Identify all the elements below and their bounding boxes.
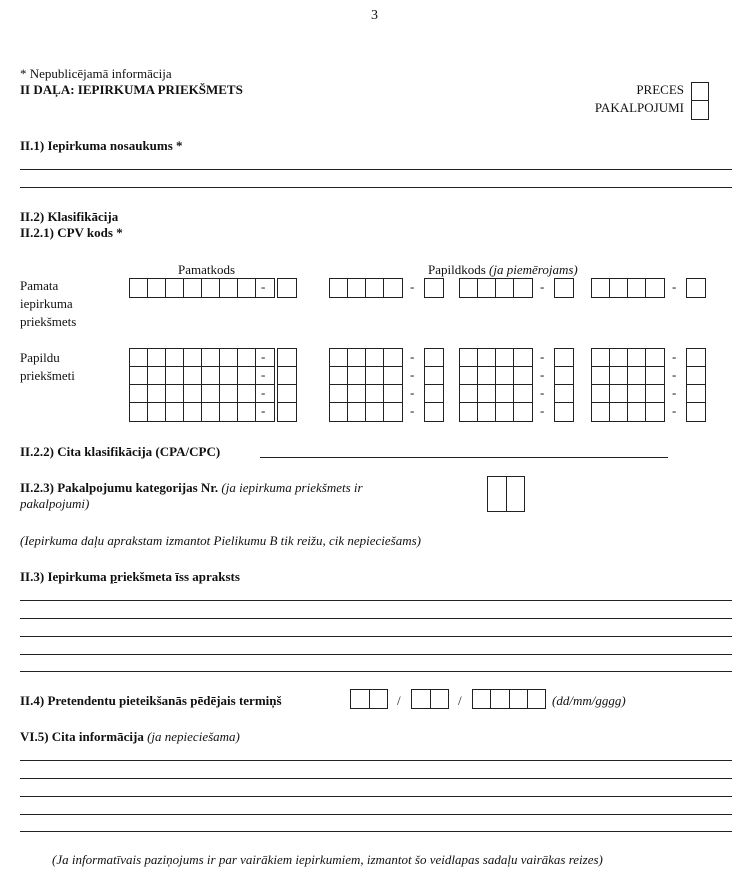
papildu-supp-code-3-digit[interactable] (592, 367, 610, 385)
papildu-supp-code-3-digit[interactable] (646, 403, 664, 421)
pamata-main-code-digit[interactable] (148, 279, 166, 297)
papildu-supp-code-1-digit[interactable] (330, 349, 348, 367)
papildu-main-code-digit[interactable] (130, 349, 148, 367)
papildu-main-code-check-digit-digit[interactable] (278, 367, 296, 385)
papildu-supp-code-1-check-digit-digit[interactable] (425, 385, 443, 403)
papildu-main-code-digit[interactable] (238, 367, 256, 385)
footer-note: (Ja informatīvais paziņojums ir par vairākiem iepirkumiem, izmantot šo veidlapas sadaļu vairākas reizes) (52, 852, 603, 867)
papildu-supp-code-2-digit[interactable] (514, 349, 532, 367)
pamata-main-code-digit[interactable] (130, 279, 148, 297)
papildu-main-code-digit[interactable] (202, 367, 220, 385)
papildu-supp-code-1-digit[interactable] (366, 367, 384, 385)
pamata-supp-code-2-digit[interactable] (460, 279, 478, 297)
papildu-supp-code-2-digit[interactable] (460, 349, 478, 367)
papildu-supp-code-3-digit[interactable] (628, 385, 646, 403)
pamata-main-code-digit[interactable] (166, 279, 184, 297)
papildu-supp-code-2-digit[interactable] (460, 403, 478, 421)
pamatkods-label: Pamatkods (178, 262, 236, 277)
preces-checkbox[interactable] (691, 82, 709, 102)
ii3-line-1[interactable] (20, 600, 732, 601)
pamata-supp-code-3-digit[interactable] (646, 279, 664, 297)
papildu-supp-code-3-digit[interactable] (628, 367, 646, 385)
papildu-supp-code-3-digit[interactable] (628, 403, 646, 421)
papildu-supp-code-2-digit[interactable] (496, 367, 514, 385)
papildu-main-code-digit[interactable] (184, 349, 202, 367)
pakalpojumi-label: PAKALPOJUMI (594, 100, 684, 115)
papildu-main-code-check-digit[interactable] (277, 348, 297, 422)
papildu-main-code-digit[interactable] (184, 385, 202, 403)
vi5-line-5[interactable] (20, 831, 732, 832)
papildu-supp-code-1-digit[interactable] (348, 385, 366, 403)
vi5-title: VI.5) Cita informācija (ja nepieciešama) (20, 729, 240, 744)
papildu-supp-code-3-check-digit-digit[interactable] (687, 403, 705, 421)
papildu-supp-code-1-dash: - (410, 403, 415, 418)
ii3-line-2[interactable] (20, 618, 732, 619)
deadline-year[interactable] (472, 689, 546, 709)
pamata-supp-code-2[interactable] (459, 278, 533, 298)
papildu-supp-code-3[interactable] (591, 348, 665, 422)
ii23-title: II.2.3) Pakalpojumu kategorijas Nr. (ja iepirkuma priekšmets ir (20, 480, 363, 495)
category-digit-2[interactable] (507, 477, 525, 511)
papildu-main-code-digit[interactable] (148, 349, 166, 367)
papildu-supp-code-1-digit[interactable] (330, 385, 348, 403)
pamata-main-code[interactable] (129, 278, 275, 298)
papildu-supp-code-1-digit[interactable] (330, 367, 348, 385)
papildu-supp-code-2-digit[interactable] (460, 367, 478, 385)
papildu-main-code-digit[interactable] (202, 349, 220, 367)
ii1-line-2[interactable] (20, 187, 732, 188)
pamata-supp-code-2-check-digit[interactable] (554, 278, 574, 298)
papildu-supp-code-2-check-digit-digit[interactable] (555, 403, 573, 421)
papildu-main-code-check-digit-digit[interactable] (278, 403, 296, 421)
ii3-line-4[interactable] (20, 654, 732, 655)
papildu-supp-code-1-digit[interactable] (384, 349, 402, 367)
papildu-supp-code-1-digit[interactable] (366, 349, 384, 367)
pamata-supp-code-3[interactable] (591, 278, 665, 298)
pamata-supp-code-1-digit[interactable] (348, 279, 366, 297)
papildu-supp-code-3-check-digit-digit[interactable] (687, 367, 705, 385)
papildu-supp-code-3-dash: - (672, 349, 677, 364)
papildu-supp-code-2-dash: - (540, 385, 545, 400)
papildu-supp-code-3-digit[interactable] (592, 385, 610, 403)
vi5-line-1[interactable] (20, 760, 732, 761)
pamata-supp-code-3-digit[interactable] (610, 279, 628, 297)
pamata-supp-code-1-dash: - (410, 279, 415, 294)
pamata-label-3: priekšmets (20, 314, 77, 329)
pamata-label-2: iepirkuma (20, 296, 73, 311)
papildu-main-code-digit[interactable] (148, 385, 166, 403)
papildu-main-code-dash: - (261, 367, 266, 382)
papildu-supp-code-3-dash: - (672, 367, 677, 382)
papildu-main-code-digit[interactable] (202, 385, 220, 403)
papildu-supp-code-1-check-digit-digit[interactable] (425, 367, 443, 385)
papildu-supp-code-1[interactable] (329, 348, 403, 422)
pamata-supp-code-3-dash: - (672, 279, 677, 294)
papildu-supp-code-2-check-digit[interactable] (554, 348, 574, 422)
pamata-supp-code-3-digit[interactable] (592, 279, 610, 297)
date-slash-1: / (397, 693, 401, 708)
papildu-supp-code-3-digit[interactable] (628, 349, 646, 367)
pamata-main-code-check-digit-digit[interactable] (278, 279, 296, 297)
category-digit-1[interactable] (488, 477, 507, 511)
pamata-supp-code-1-digit[interactable] (384, 279, 402, 297)
pamata-label-1: Pamata (20, 278, 59, 293)
papildu-supp-code-2-dash: - (540, 403, 545, 418)
papildu-supp-code-1-dash: - (410, 349, 415, 364)
papildu-main-code-digit[interactable] (166, 385, 184, 403)
papildu-supp-code-3-digit[interactable] (592, 403, 610, 421)
pamata-supp-code-1-digit[interactable] (366, 279, 384, 297)
pakalpojumi-checkbox[interactable] (691, 100, 709, 120)
pamata-main-code-digit[interactable] (220, 279, 238, 297)
ii3-line-3[interactable] (20, 636, 732, 637)
pamata-main-code-check-digit[interactable] (277, 278, 297, 298)
pamata-supp-code-2-digit[interactable] (478, 279, 496, 297)
papildu-supp-code-1-check-digit-digit[interactable] (425, 349, 443, 367)
papildu-supp-code-1-check-digit[interactable] (424, 348, 444, 422)
ii2-title: II.2) Klasifikācija (20, 209, 119, 224)
page-number: 3 (371, 8, 378, 23)
papildu-main-code-digit[interactable] (130, 385, 148, 403)
section-title: II DAĻA: IEPIRKUMA PRIEKŠMETS (20, 82, 243, 97)
papildu-supp-code-2-digit[interactable] (460, 385, 478, 403)
papildu-supp-code-2-digit[interactable] (496, 385, 514, 403)
papildu-supp-code-2-digit[interactable] (478, 403, 496, 421)
ii1-title: II.1) Iepirkuma nosaukums * (20, 138, 183, 153)
papildu-label-1: Papildu (20, 350, 60, 365)
service-category-box[interactable] (487, 476, 525, 512)
pamata-main-code-digit[interactable] (184, 279, 202, 297)
ii23-note-2: pakalpojumi) (20, 496, 90, 511)
papildu-supp-code-2-digit[interactable] (514, 403, 532, 421)
papildu-main-code-digit[interactable] (220, 367, 238, 385)
papildu-main-code-digit[interactable] (220, 385, 238, 403)
papildu-supp-code-2-dash: - (540, 349, 545, 364)
papildu-main-code-digit[interactable] (148, 367, 166, 385)
vi5-line-2[interactable] (20, 778, 732, 779)
cpa-cpc-field[interactable] (260, 457, 668, 458)
papildu-supp-code-2-check-digit-digit[interactable] (555, 349, 573, 367)
pamata-supp-code-2-digit[interactable] (514, 279, 532, 297)
ii3-title: II.3) Iepirkuma priekšmeta īss apraksts (20, 569, 240, 584)
pamata-main-code-digit[interactable] (202, 279, 220, 297)
ii4-title: II.4) Pretendentu pieteikšanās pēdējais termiņš (20, 693, 282, 708)
pamata-supp-code-1[interactable] (329, 278, 403, 298)
pamata-supp-code-1-check-digit[interactable] (424, 278, 444, 298)
papildu-main-code-digit[interactable] (148, 403, 166, 421)
papildu-main-code-digit[interactable] (202, 403, 220, 421)
papildu-supp-code-3-dash: - (672, 385, 677, 400)
papildu-supp-code-3-digit[interactable] (610, 403, 628, 421)
ii22-title: II.2.2) Cita klasifikācija (CPA/CPC) (20, 444, 221, 459)
papildu-supp-code-2-digit[interactable] (514, 385, 532, 403)
papildu-supp-code-3-check-digit-digit[interactable] (687, 349, 705, 367)
papildu-main-code-digit[interactable] (166, 403, 184, 421)
vi5-line-4[interactable] (20, 814, 732, 815)
papildu-main-code-digit[interactable] (220, 403, 238, 421)
ii3-line-5[interactable] (20, 671, 732, 672)
ii1-line-1[interactable] (20, 169, 732, 170)
nonpublic-note: * Nepublicējamā informācija (20, 66, 172, 81)
papildu-supp-code-1-dash: - (410, 367, 415, 382)
papildu-main-code-digit[interactable] (166, 349, 184, 367)
pamata-supp-code-2-digit[interactable] (496, 279, 514, 297)
papildu-main-code-digit[interactable] (184, 367, 202, 385)
papildu-supp-code-1-digit[interactable] (348, 367, 366, 385)
papildu-supp-code-2-digit[interactable] (478, 385, 496, 403)
pamata-main-code-digit[interactable] (238, 279, 256, 297)
papildu-main-code-digit[interactable] (130, 403, 148, 421)
papildu-supp-code-3-digit[interactable] (646, 367, 664, 385)
pamata-supp-code-2-dash: - (540, 279, 545, 294)
preces-label: PRECES (636, 82, 684, 97)
papildu-supp-code-3-check-digit-digit[interactable] (687, 385, 705, 403)
papildu-supp-code-3-digit[interactable] (610, 349, 628, 367)
papildu-main-code-dash: - (261, 385, 266, 400)
pamata-supp-code-2-check-digit-digit[interactable] (555, 279, 573, 297)
date-slash-2: / (458, 693, 462, 708)
papildu-supp-code-1-dash: - (410, 385, 415, 400)
papildu-main-code-dash: - (261, 403, 266, 418)
papildu-main-code-digit[interactable] (130, 367, 148, 385)
papildu-supp-code-2-digit[interactable] (478, 349, 496, 367)
papildu-supp-code-2-digit[interactable] (478, 367, 496, 385)
papildu-supp-code-2-digit[interactable] (496, 403, 514, 421)
pamata-supp-code-1-digit[interactable] (330, 279, 348, 297)
papildu-main-code-digit[interactable] (166, 367, 184, 385)
papildu-supp-code-2-digit[interactable] (496, 349, 514, 367)
papildu-supp-code-3-digit[interactable] (646, 349, 664, 367)
papildu-main-code-digit[interactable] (184, 403, 202, 421)
deadline-month[interactable] (411, 689, 449, 709)
papildu-supp-code-1-digit[interactable] (384, 385, 402, 403)
papildu-supp-code-1-digit[interactable] (366, 403, 384, 421)
papildu-supp-code-2[interactable] (459, 348, 533, 422)
papildu-supp-code-3-dash: - (672, 403, 677, 418)
papildu-label-2: priekšmeti (20, 368, 75, 383)
papildkods-label: Papildkods (ja piemērojams) (428, 262, 578, 277)
papildu-supp-code-1-digit[interactable] (348, 403, 366, 421)
papildu-main-code-check-digit-digit[interactable] (278, 385, 296, 403)
papildu-supp-code-2-check-digit-digit[interactable] (555, 367, 573, 385)
papildu-supp-code-2-check-digit-digit[interactable] (555, 385, 573, 403)
papildu-main-code-digit[interactable] (238, 403, 256, 421)
papildu-main-code-digit[interactable] (238, 349, 256, 367)
papildu-main-code-check-digit-digit[interactable] (278, 349, 296, 367)
papildu-supp-code-3-digit[interactable] (610, 367, 628, 385)
papildu-supp-code-1-digit[interactable] (384, 367, 402, 385)
papildu-supp-code-3-check-digit[interactable] (686, 348, 706, 422)
pamata-supp-code-3-check-digit-digit[interactable] (687, 279, 705, 297)
papildu-main-code-dash: - (261, 349, 266, 364)
papildu-supp-code-3-digit[interactable] (646, 385, 664, 403)
papildu-supp-code-3-digit[interactable] (610, 385, 628, 403)
papildu-main-code[interactable] (129, 348, 275, 422)
date-format-hint: (dd/mm/gggg) (552, 693, 626, 708)
pamata-supp-code-3-digit[interactable] (628, 279, 646, 297)
vi5-line-3[interactable] (20, 796, 732, 797)
annex-note: (Iepirkuma daļu aprakstam izmantot Pielikumu B tik reižu, cik nepieciešams) (20, 533, 421, 548)
pamata-supp-code-1-check-digit-digit[interactable] (425, 279, 443, 297)
papildu-main-code-digit[interactable] (220, 349, 238, 367)
pamata-main-code-dash: - (261, 279, 266, 294)
papildu-supp-code-3-digit[interactable] (592, 349, 610, 367)
papildu-supp-code-1-digit[interactable] (366, 385, 384, 403)
papildu-supp-code-2-dash: - (540, 367, 545, 382)
papildu-supp-code-1-digit[interactable] (330, 403, 348, 421)
papildu-supp-code-1-digit[interactable] (384, 403, 402, 421)
papildu-supp-code-1-digit[interactable] (348, 349, 366, 367)
papildu-main-code-digit[interactable] (238, 385, 256, 403)
pamata-supp-code-3-check-digit[interactable] (686, 278, 706, 298)
ii21-title: II.2.1) CPV kods * (20, 225, 123, 240)
papildu-supp-code-1-check-digit-digit[interactable] (425, 403, 443, 421)
deadline-day[interactable] (350, 689, 388, 709)
papildu-supp-code-2-digit[interactable] (514, 367, 532, 385)
